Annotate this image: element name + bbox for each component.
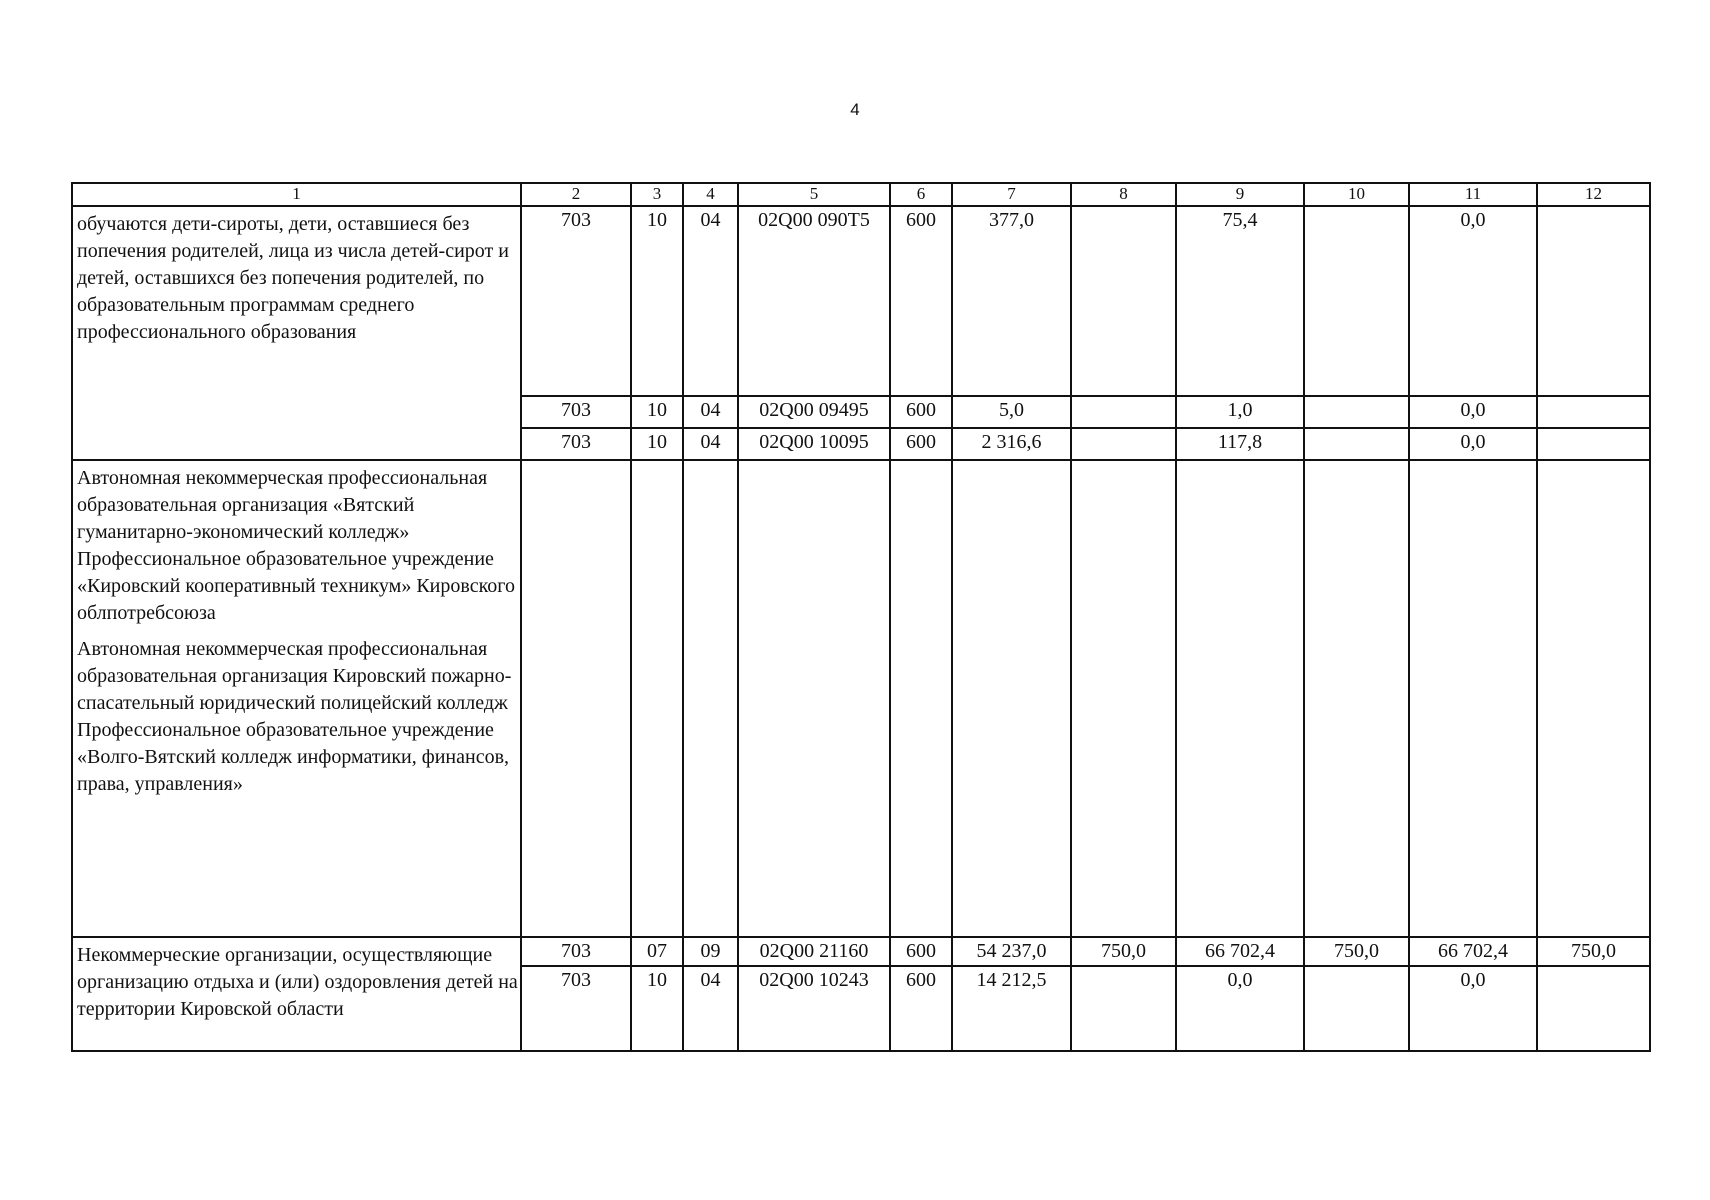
table-cell: 54 237,0	[952, 937, 1071, 966]
table-cell: 02Q00 21160	[738, 937, 890, 966]
table-cell: 10	[631, 206, 683, 396]
table-cell: 0,0	[1409, 206, 1537, 396]
column-header: 4	[683, 183, 738, 206]
page-number: 4	[850, 100, 860, 119]
table-cell: 0,0	[1176, 966, 1304, 1051]
table-cell: 2 316,6	[952, 428, 1071, 460]
table-cell: 04	[683, 206, 738, 396]
table-cell	[1304, 460, 1409, 937]
column-header: 10	[1304, 183, 1409, 206]
table-cell: 66 702,4	[1176, 937, 1304, 966]
table-cell: 377,0	[952, 206, 1071, 396]
table-cell: 0,0	[1409, 396, 1537, 428]
table-cell	[631, 460, 683, 937]
column-header: 9	[1176, 183, 1304, 206]
table-cell	[1304, 966, 1409, 1051]
table-cell: 10	[631, 396, 683, 428]
table-cell	[683, 460, 738, 937]
table-cell: 750,0	[1537, 937, 1650, 966]
table-cell: 14 212,5	[952, 966, 1071, 1051]
table-cell: 02Q00 090T5	[738, 206, 890, 396]
column-number-header	[72, 183, 1650, 206]
table-cell: 10	[631, 428, 683, 460]
table-cell	[1537, 460, 1650, 937]
table-cell: 600	[890, 966, 952, 1051]
table-cell: 09	[683, 937, 738, 966]
table-cell	[1537, 428, 1650, 460]
table-cell	[1304, 428, 1409, 460]
table-cell	[952, 460, 1071, 937]
table-cell: 0,0	[1409, 966, 1537, 1051]
table-cell: 02Q00 10095	[738, 428, 890, 460]
table-cell: 75,4	[1176, 206, 1304, 396]
row-description: обучаются дети-сироты, дети, оставшиеся без попечения родителей, лица из числа детей-сирот и детей, оставшихся без попечения родителей, по образовательным программам среднего профессионального образования	[72, 206, 521, 460]
table-cell	[1304, 206, 1409, 396]
table-cell	[521, 460, 631, 937]
row-description: Некоммерческие организации, осуществляющие организацию отдыха и (или) оздоровления детей на территории Кировской области	[72, 937, 521, 1051]
table-cell: 0,0	[1409, 428, 1537, 460]
table-cell: 66 702,4	[1409, 937, 1537, 966]
table-cell: 600	[890, 428, 952, 460]
table-cell	[1071, 206, 1176, 396]
column-header: 11	[1409, 183, 1537, 206]
table-cell: 703	[521, 428, 631, 460]
table-cell	[1537, 966, 1650, 1051]
table-cell	[738, 460, 890, 937]
table-cell	[1071, 396, 1176, 428]
column-header: 8	[1071, 183, 1176, 206]
table-cell	[1304, 396, 1409, 428]
table-cell: 703	[521, 396, 631, 428]
table-cell: 600	[890, 937, 952, 966]
budget-table	[71, 182, 1651, 1052]
table-cell	[1537, 396, 1650, 428]
column-header: 6	[890, 183, 952, 206]
table-cell: 02Q00 10243	[738, 966, 890, 1051]
table-cell	[1537, 206, 1650, 396]
table-cell: 750,0	[1071, 937, 1176, 966]
table-cell: 10	[631, 966, 683, 1051]
table-cell: 5,0	[952, 396, 1071, 428]
table-row	[72, 460, 1650, 937]
table-cell: 04	[683, 396, 738, 428]
table-cell: 703	[521, 937, 631, 966]
organization-list-paragraph: Автономная некоммерческая профессиональная образовательная организация «Вятский гуманитарно-экономический колледж» Профессиональное образовательное учреждение «Кировский кооперативный техникум» Кировского облпотребсоюза	[77, 467, 515, 624]
table-cell: 703	[521, 206, 631, 396]
column-header: 1	[72, 183, 521, 206]
table-row	[72, 206, 1650, 396]
column-header: 3	[631, 183, 683, 206]
column-header: 5	[738, 183, 890, 206]
table-cell: 07	[631, 937, 683, 966]
organization-list-paragraph: Автономная некоммерческая профессиональная образовательная организация Кировский пожарно-спасательный юридический полицейский колледж Профессиональное образовательное учреждение «Волго-Вятский колледж информатики, финансов, права, управления»	[77, 638, 512, 795]
column-header: 12	[1537, 183, 1650, 206]
table-cell: 703	[521, 966, 631, 1051]
table-cell	[1071, 428, 1176, 460]
table-row	[72, 937, 1650, 966]
column-header: 7	[952, 183, 1071, 206]
column-header: 2	[521, 183, 631, 206]
table-cell	[1071, 460, 1176, 937]
table-cell: 1,0	[1176, 396, 1304, 428]
table-cell: 04	[683, 428, 738, 460]
table-cell	[1409, 460, 1537, 937]
table-cell: 750,0	[1304, 937, 1409, 966]
table-cell: 600	[890, 396, 952, 428]
table-cell: 117,8	[1176, 428, 1304, 460]
table-cell	[1176, 460, 1304, 937]
table-cell	[1071, 966, 1176, 1051]
table-cell	[890, 460, 952, 937]
row-description	[72, 460, 521, 937]
table-cell: 02Q00 09495	[738, 396, 890, 428]
table-cell: 600	[890, 206, 952, 396]
table-cell: 04	[683, 966, 738, 1051]
